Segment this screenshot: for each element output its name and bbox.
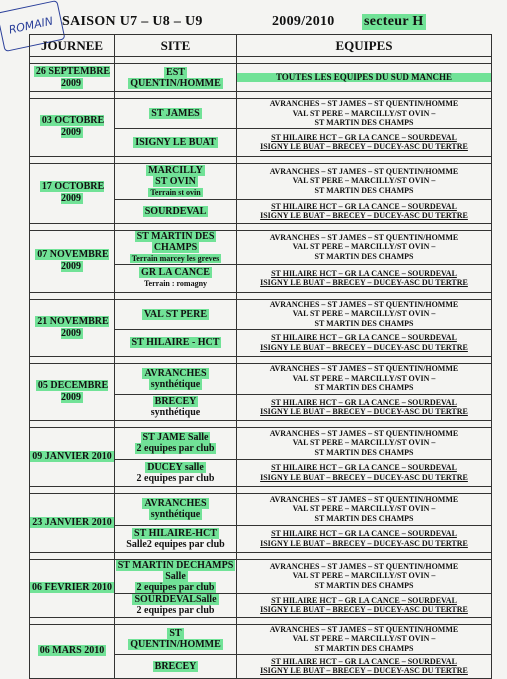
site-line-text: VAL ST PERE	[144, 308, 207, 320]
site-cell	[115, 559, 237, 593]
equipes-line: ISIGNY LE BUAT – BRECEY – DUCEY-ASC DU TERTRE	[260, 342, 468, 352]
table-header-row	[30, 35, 492, 57]
site-line-text: ST MARTIN DES	[136, 230, 215, 242]
site-line-text: MARCILLY	[148, 164, 203, 176]
date-cell	[30, 493, 115, 552]
equipes-cell	[237, 99, 492, 129]
site-line	[115, 231, 236, 242]
equipes-line: ST HILAIRE HCT – GR LA CANCE – SOURDEVAL	[271, 201, 457, 211]
equipes-cell	[237, 163, 492, 199]
table-row	[30, 163, 492, 199]
site-line	[115, 432, 236, 443]
equipes-cell	[237, 329, 492, 356]
site-line-text: synthétique	[150, 378, 201, 390]
site-cell	[115, 64, 237, 92]
table-row	[30, 493, 492, 525]
equipes-cell	[237, 394, 492, 420]
date-cell	[30, 363, 115, 420]
equipes-line: ST MARTIN DES CHAMPS	[314, 513, 414, 523]
site-cell	[115, 493, 237, 525]
date-label: 09 JANVIER 2010	[32, 450, 112, 462]
site-line	[115, 78, 236, 89]
site-line-text: ST JAMES	[151, 107, 200, 119]
site-line-text: ST HILAIRE-HCT	[134, 527, 217, 539]
site-line	[115, 571, 236, 582]
site-line-text: QUENTIN/HOMME	[130, 639, 221, 650]
site-cell	[115, 128, 237, 156]
site-cell	[115, 199, 237, 223]
equipes-line: ISIGNY LE BUAT – BRECEY – DUCEY-ASC DU TERTRE	[260, 472, 468, 482]
equipes-line: AVRANCHES – ST JAMES – ST QUENTIN/HOMME	[269, 364, 459, 374]
title-sector: secteur H	[364, 14, 424, 29]
site-line-text: Salle	[165, 570, 186, 582]
site-line: Terrain : romagny	[143, 279, 208, 288]
table-row	[30, 427, 492, 459]
handwritten-stamp: ROMAIN	[0, 0, 65, 52]
equipes-line: ST HILAIRE HCT – GR LA CANCE – SOURDEVAL	[271, 268, 457, 278]
site-line-text: AVRANCHES	[144, 498, 207, 509]
site-cell	[115, 459, 237, 486]
equipes-line: ISIGNY LE BUAT – BRECEY – DUCEY-ASC DU TERTRE	[260, 142, 468, 151]
site-line	[115, 594, 236, 605]
date-label: 07 NOVEMBRE 2009	[37, 249, 109, 272]
equipes-line: AVRANCHES – ST JAMES – ST QUENTIN/HOMME	[269, 232, 459, 242]
equipes-line: VAL ST PERE – MARCILLY/ST OVIN –	[292, 634, 436, 644]
date-cell	[30, 427, 115, 486]
site-cell	[115, 654, 237, 678]
site-line	[115, 267, 236, 278]
site-line	[115, 137, 236, 148]
date-label: 06 MARS 2010	[39, 645, 105, 656]
equipes-cell	[237, 493, 492, 525]
table-row	[30, 559, 492, 593]
date-label: 23 JANVIER 2010	[32, 516, 112, 528]
equipes-line: ISIGNY LE BUAT – BRECEY – DUCEY-ASC DU TERTRE	[260, 278, 468, 287]
date-label: 03 OCTOBRE 2009	[41, 115, 105, 139]
equipes-line: AVRANCHES – ST JAMES – ST QUENTIN/HOMME	[269, 166, 459, 176]
equipes-line: ISIGNY LE BUAT – BRECEY – DUCEY-ASC DU TERTRE	[260, 666, 468, 675]
page-title	[62, 14, 482, 36]
equipes-cell	[237, 64, 492, 92]
site-line	[115, 165, 236, 176]
site-cell	[115, 394, 237, 420]
equipes-line: AVRANCHES – ST JAMES – ST QUENTIN/HOMME	[269, 561, 459, 571]
site-cell	[115, 264, 237, 292]
equipes-line: VAL ST PERE – MARCILLY/ST OVIN –	[292, 309, 436, 319]
site-cell	[115, 230, 237, 264]
table-row	[30, 64, 492, 92]
equipes-line: AVRANCHES – ST JAMES – ST QUENTIN/HOMME	[269, 299, 459, 309]
site-line: Salle2 equipes par club	[126, 538, 225, 550]
table-row	[30, 99, 492, 129]
equipes-line: ST HILAIRE HCT – GR LA CANCE – SOURDEVAL	[271, 463, 457, 472]
equipes-cell	[237, 593, 492, 617]
site-cell	[115, 624, 237, 654]
header-equipes: EQUIPES	[237, 35, 492, 57]
date-cell	[30, 624, 115, 678]
site-line	[115, 639, 236, 650]
equipes-cell	[237, 363, 492, 394]
site-line-text: EST	[166, 66, 185, 78]
site-line-text: SOURDEVALSalle	[134, 594, 217, 605]
equipes-cell	[237, 525, 492, 552]
header-journee: JOURNEE	[30, 35, 115, 57]
schedule-table	[29, 34, 492, 679]
site-line-text: 2 equipes par club	[136, 581, 215, 593]
equipes-line: ISIGNY LE BUAT – BRECEY – DUCEY-ASC DU TERTRE	[260, 211, 468, 220]
equipes-line: ST MARTIN DES CHAMPS	[314, 580, 414, 590]
date-cell	[30, 559, 115, 617]
equipes-line: ST HILAIRE HCT – GR LA CANCE – SOURDEVAL	[271, 595, 457, 605]
site-line	[115, 368, 236, 379]
table-body	[30, 57, 492, 679]
equipes-line: AVRANCHES – ST JAMES – ST QUENTIN/HOMME	[269, 494, 459, 504]
equipes-line: AVRANCHES – ST JAMES – ST QUENTIN/HOMME	[269, 624, 459, 634]
equipes-line: VAL ST PERE – MARCILLY/ST OVIN –	[292, 571, 436, 581]
site-line	[115, 396, 236, 407]
table-row	[30, 624, 492, 654]
date-label: 05 DECEMBRE 2009	[37, 379, 109, 403]
site-line-text: ST MARTIN DECHAMPS	[117, 559, 234, 571]
equipes-line: ST HILAIRE HCT – GR LA CANCE – SOURDEVAL	[271, 529, 457, 538]
equipes-line: ISIGNY LE BUAT – BRECEY – DUCEY-ASC DU TERTRE	[260, 407, 468, 416]
equipes-line: ST HILAIRE HCT – GR LA CANCE – SOURDEVAL	[271, 132, 457, 142]
equipes-line: ST MARTIN DES CHAMPS	[314, 383, 414, 393]
site-line	[115, 309, 236, 320]
date-label: 17 OCTOBRE 2009	[41, 181, 105, 204]
equipes-line: VAL ST PERE – MARCILLY/ST OVIN –	[292, 504, 436, 514]
site-cell	[115, 525, 237, 552]
equipes-cell	[237, 128, 492, 156]
equipes-line: ST MARTIN DES CHAMPS	[314, 118, 414, 127]
site-line-text: BRECEY	[154, 396, 197, 407]
header-site: SITE	[115, 35, 237, 57]
site-line-text: GR LA CANCE	[141, 267, 210, 278]
site-line-text: ST	[169, 628, 182, 639]
date-label: 26 SEPTEMBRE 2009	[35, 65, 111, 89]
date-cell	[30, 64, 115, 92]
site-line	[115, 187, 236, 198]
equipes-cell	[237, 459, 492, 486]
site-line-text: synthétique	[150, 509, 201, 520]
site-cell	[115, 329, 237, 356]
equipes-line: AVRANCHES – ST JAMES – ST QUENTIN/HOMME	[269, 428, 459, 438]
site-line-text: DUCEY salle	[147, 461, 204, 473]
date-cell	[30, 99, 115, 157]
equipes-line: VAL ST PERE – MARCILLY/ST OVIN –	[292, 242, 436, 252]
site-line	[115, 253, 236, 264]
equipes-cell	[237, 624, 492, 654]
equipes-line: ST MARTIN DES CHAMPS	[314, 318, 414, 328]
equipes-line: ST HILAIRE HCT – GR LA CANCE – SOURDEVAL	[271, 397, 457, 407]
equipes-line: VAL ST PERE – MARCILLY/ST OVIN –	[292, 108, 436, 118]
site-line-text: SOURDEVAL	[144, 205, 207, 217]
equipes-line: TOUTES LES EQUIPES DU SUD MANCHE	[237, 73, 491, 83]
equipes-line: VAL ST PERE – MARCILLY/ST OVIN –	[292, 373, 436, 383]
site-line-text: ISIGNY LE BUAT	[135, 136, 216, 148]
site-line	[115, 337, 236, 348]
site-line: 2 equipes par club	[136, 605, 215, 616]
date-cell	[30, 163, 115, 223]
site-line	[115, 528, 236, 539]
equipes-cell	[237, 427, 492, 459]
site-line-text: BRECEY	[154, 660, 197, 672]
title-year: 2009/2010	[272, 14, 335, 29]
site-line	[115, 67, 236, 78]
equipes-cell	[237, 230, 492, 264]
table-row	[30, 299, 492, 329]
equipes-line: AVRANCHES – ST JAMES – ST QUENTIN/HOMME	[269, 99, 459, 108]
table-row	[30, 363, 492, 394]
equipes-line: ISIGNY LE BUAT – BRECEY – DUCEY-ASC DU TERTRE	[260, 538, 468, 548]
site-line	[115, 509, 236, 520]
site-line-text: Terrain st ovin	[150, 187, 201, 197]
equipes-line: ST HILAIRE HCT – GR LA CANCE – SOURDEVAL	[271, 656, 457, 666]
site-line	[115, 498, 236, 509]
site-line	[115, 206, 236, 217]
site-line-text: Terrain marcey les greves	[131, 253, 220, 263]
site-line	[115, 628, 236, 639]
equipes-cell	[237, 264, 492, 292]
site-line: 2 equipes par club	[136, 472, 215, 484]
title-season: SAISON U7 – U8 – U9	[62, 14, 203, 29]
site-line	[115, 462, 236, 473]
table-row	[30, 230, 492, 264]
date-cell	[30, 230, 115, 292]
equipes-line: ISIGNY LE BUAT – BRECEY – DUCEY-ASC DU TERTRE	[260, 605, 468, 614]
equipes-line: ST MARTIN DES CHAMPS	[314, 251, 414, 261]
equipes-line: VAL ST PERE – MARCILLY/ST OVIN –	[292, 176, 436, 186]
equipes-cell	[237, 199, 492, 223]
equipes-cell	[237, 654, 492, 678]
site-line-text: ST HILAIRE - HCT	[131, 337, 220, 348]
site-cell	[115, 363, 237, 394]
equipes-line: ST MARTIN DES CHAMPS	[314, 185, 414, 195]
site-cell	[115, 99, 237, 129]
site-cell	[115, 427, 237, 459]
equipes-line: ST HILAIRE HCT – GR LA CANCE – SOURDEVAL	[271, 333, 457, 342]
site-cell	[115, 163, 237, 199]
site-line: synthétique	[150, 407, 201, 418]
date-cell	[30, 299, 115, 356]
site-line	[115, 176, 236, 187]
site-line-text: 2 equipes par club	[136, 443, 215, 454]
site-cell	[115, 593, 237, 617]
site-line	[115, 582, 236, 593]
equipes-line: VAL ST PERE – MARCILLY/ST OVIN –	[292, 438, 436, 448]
site-line-text: AVRANCHES	[144, 367, 207, 379]
equipes-cell	[237, 559, 492, 593]
equipes-line: ST MARTIN DES CHAMPS	[314, 643, 414, 653]
site-cell	[115, 299, 237, 329]
site-line	[115, 108, 236, 119]
site-line-text: CHAMPS	[153, 241, 198, 253]
site-line	[115, 443, 236, 454]
site-line-text: QUENTIN/HOMME	[130, 77, 221, 89]
site-line-text: ST OVIN	[155, 175, 196, 187]
site-line-text: ST JAME Salle	[142, 432, 209, 443]
site-line	[115, 560, 236, 571]
site-line	[115, 661, 236, 672]
date-label: 06 FEVRIER 2010	[32, 582, 113, 593]
equipes-cell	[237, 299, 492, 329]
date-label: 21 NOVEMBRE 2009	[37, 315, 109, 339]
equipes-line: ST MARTIN DES CHAMPS	[314, 447, 414, 457]
site-line	[115, 379, 236, 390]
site-line	[115, 242, 236, 253]
